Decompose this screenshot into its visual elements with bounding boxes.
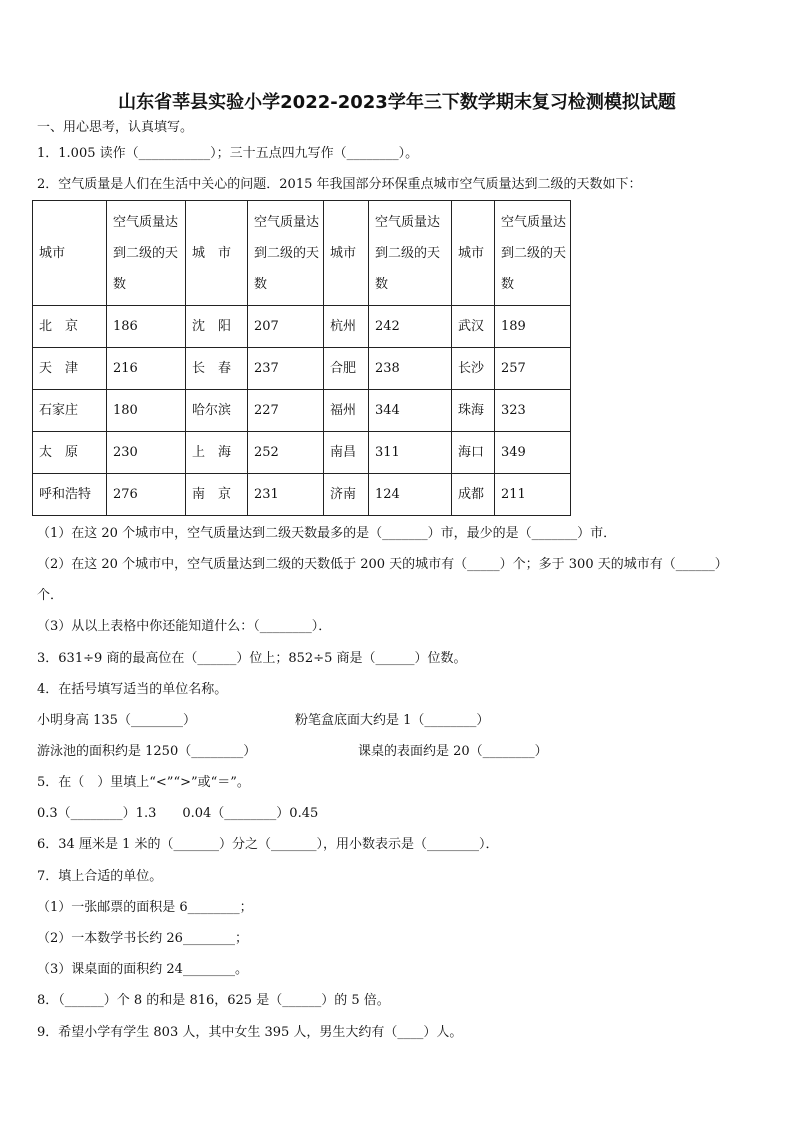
table-row bbox=[33, 432, 571, 474]
days-cell: 231 bbox=[248, 474, 324, 516]
city-cell: 济南 bbox=[324, 474, 369, 516]
days-cell: 237 bbox=[248, 348, 324, 390]
question-2: 2．空气质量是人们在生活中关心的问题．2015 年我国部分环保重点城市空气质量达到二级的天数如下： bbox=[37, 177, 642, 192]
days-cell: 216 bbox=[107, 348, 186, 390]
city-cell: 合肥 bbox=[324, 348, 369, 390]
header-cell: 空气质量达到二级的天数 bbox=[107, 201, 186, 306]
header-cell: 空气质量达到二级的天数 bbox=[248, 201, 324, 306]
days-cell: 323 bbox=[495, 390, 571, 432]
header-cell: 城市 bbox=[324, 201, 369, 306]
table-row bbox=[33, 306, 571, 348]
section-heading: 一、用心思考，认真填写。 bbox=[37, 120, 194, 135]
city-cell: 福州 bbox=[324, 390, 369, 432]
days-cell: 276 bbox=[107, 474, 186, 516]
city-cell: 沈 阳 bbox=[186, 306, 248, 348]
city-cell: 海口 bbox=[452, 432, 495, 474]
question-5-items: 0.3（________）1.3 0.04（________）0.45 bbox=[37, 806, 319, 821]
question-4-item-b: 粉笔盒底面大约是 1（________） bbox=[295, 713, 490, 728]
days-cell: 349 bbox=[495, 432, 571, 474]
city-cell: 石家庄 bbox=[33, 390, 107, 432]
page-title: 山东省莘县实验小学2022-2023学年三下数学期末复习检测模拟试题 bbox=[118, 92, 676, 113]
city-cell: 上 海 bbox=[186, 432, 248, 474]
question-4-item-c: 游泳池的面积约是 1250（________） bbox=[37, 744, 257, 759]
days-cell: 238 bbox=[369, 348, 452, 390]
question-5: 5．在（ ）里填上“<”“>”或“＝”。 bbox=[37, 775, 250, 790]
question-7: 7．填上合适的单位。 bbox=[37, 869, 163, 884]
days-cell: 257 bbox=[495, 348, 571, 390]
question-7-part-2: （2）一本数学书长约 26________； bbox=[37, 931, 248, 946]
question-7-part-1: （1）一张邮票的面积是 6________； bbox=[37, 900, 253, 915]
city-cell: 杭州 bbox=[324, 306, 369, 348]
city-cell: 哈尔滨 bbox=[186, 390, 248, 432]
city-cell: 成都 bbox=[452, 474, 495, 516]
city-cell: 北 京 bbox=[33, 306, 107, 348]
table-row bbox=[33, 348, 571, 390]
question-2-part-2-continued: 个． bbox=[37, 588, 64, 603]
question-8: 8．（______）个 8 的和是 816，625 是（______）的 5 倍。 bbox=[37, 993, 390, 1008]
header-cell: 空气质量达到二级的天数 bbox=[495, 201, 571, 306]
days-cell: 227 bbox=[248, 390, 324, 432]
days-cell: 186 bbox=[107, 306, 186, 348]
days-cell: 189 bbox=[495, 306, 571, 348]
city-cell: 南 京 bbox=[186, 474, 248, 516]
header-cell: 城市 bbox=[452, 201, 495, 306]
days-cell: 242 bbox=[369, 306, 452, 348]
days-cell: 124 bbox=[369, 474, 452, 516]
question-2-part-1: （1）在这 20 个城市中，空气质量达到二级天数最多的是（_______）市，最少的是（_______）市． bbox=[37, 526, 617, 541]
days-cell: 344 bbox=[369, 390, 452, 432]
city-cell: 武汉 bbox=[452, 306, 495, 348]
city-cell: 呼和浩特 bbox=[33, 474, 107, 516]
question-4: 4．在括号填写适当的单位名称。 bbox=[37, 682, 228, 697]
question-2-part-3: （3）从以上表格中你还能知道什么：（________）． bbox=[37, 619, 332, 634]
days-cell: 180 bbox=[107, 390, 186, 432]
question-4-item-d: 课桌的表面约是 20（________） bbox=[358, 744, 548, 759]
table-row bbox=[33, 474, 571, 516]
city-cell: 珠海 bbox=[452, 390, 495, 432]
table-row bbox=[33, 390, 571, 432]
question-6: 6．34 厘米是 1 米的（_______）分之（_______），用小数表示是（________）． bbox=[37, 837, 499, 852]
question-4-item-a: 小明身高 135（________） bbox=[37, 713, 196, 728]
question-3: 3．631÷9 商的最高位在（______）位上；852÷5 商是（______）位数。 bbox=[37, 651, 467, 666]
city-cell: 长沙 bbox=[452, 348, 495, 390]
days-cell: 207 bbox=[248, 306, 324, 348]
question-1: 1．1.005 读作（___________）；三十五点四九写作（________）。 bbox=[37, 146, 419, 161]
city-cell: 天 津 bbox=[33, 348, 107, 390]
header-cell: 城市 bbox=[33, 201, 107, 306]
question-9: 9．希望小学有学生 803 人，其中女生 395 人，男生大约有（____）人。 bbox=[37, 1025, 463, 1040]
question-7-part-3: （3）课桌面的面积约 24________。 bbox=[37, 962, 248, 977]
air-quality-table bbox=[32, 200, 571, 516]
city-cell: 南昌 bbox=[324, 432, 369, 474]
question-2-part-2: （2）在这 20 个城市中，空气质量达到二级的天数低于 200 天的城市有（_____）个；多于 300 天的城市有（______） bbox=[37, 557, 728, 572]
table-header-row bbox=[33, 201, 571, 306]
header-cell: 城 市 bbox=[186, 201, 248, 306]
header-cell: 空气质量达到二级的天数 bbox=[369, 201, 452, 306]
days-cell: 230 bbox=[107, 432, 186, 474]
days-cell: 211 bbox=[495, 474, 571, 516]
city-cell: 太 原 bbox=[33, 432, 107, 474]
city-cell: 长 春 bbox=[186, 348, 248, 390]
days-cell: 252 bbox=[248, 432, 324, 474]
days-cell: 311 bbox=[369, 432, 452, 474]
